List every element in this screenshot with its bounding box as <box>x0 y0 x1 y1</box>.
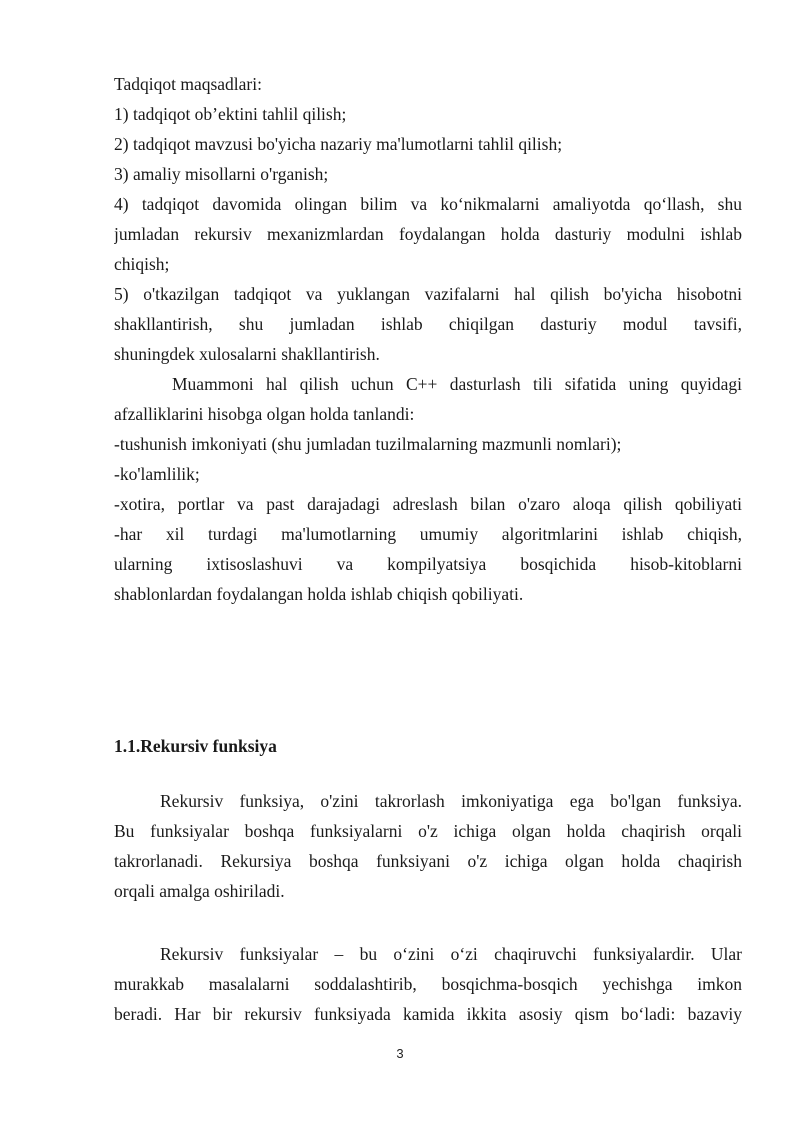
section-heading <box>114 731 742 761</box>
paragraph-1 <box>114 786 742 906</box>
text-line: -ko'lamlilik; <box>114 464 200 484</box>
paragraph-2 <box>114 939 742 1029</box>
text-line: 1) tadqiqot ob’ektini tahlil qilish; <box>114 104 347 124</box>
text-line: -xotira, portlar va past darajadagi adreslash bilan o'zaro aloqa qilish qobiliyati <box>114 494 742 514</box>
text-line: takrorlanadi. Rekursiya boshqa funksiyani o'z ichiga olgan holda chaqirish <box>114 851 742 871</box>
text-line: -tushunish imkoniyati (shu jumladan tuzilmalarning mazmunli nomlari); <box>114 434 622 454</box>
text-line: shakllantirish, shu jumladan ishlab chiqilgan dasturiy modul tavsifi, <box>114 314 742 334</box>
text-line: Muammoni hal qilish uchun C++ dasturlash tili sifatida uning quyidagi <box>172 374 742 394</box>
text-line: beradi. Har bir rekursiv funksiyada kamida ikkita asosiy qism bo‘ladi: bazaviy <box>114 1004 742 1024</box>
text-line: -har xil turdagi ma'lumotlarning umumiy algoritmlarini ishlab chiqish, <box>114 524 742 544</box>
text-line: Rekursiv funksiya, o'zini takrorlash imkoniyatiga ega bo'lgan funksiya. <box>160 791 742 811</box>
text-line: 4) tadqiqot davomida olingan bilim va ko‘nikmalarni amaliyotda qo‘llash, shu <box>114 194 742 214</box>
text-line: shablonlardan foydalangan holda ishlab chiqish qobiliyati. <box>114 584 524 604</box>
text-line: 5) o'tkazilgan tadqiqot va yuklangan vazifalarni hal qilish bo'yicha hisobotni <box>114 284 742 304</box>
text-line: jumladan rekursiv mexanizmlardan foydalangan holda dasturiy modulni ishlab <box>114 224 742 244</box>
text-line: shuningdek xulosalarni shakllantirish. <box>114 344 380 364</box>
text-line: 2) tadqiqot mavzusi bo'yicha nazariy ma'lumotlarni tahlil qilish; <box>114 134 563 154</box>
text-line: Rekursiv funksiyalar – bu o‘zini o‘zi chaqiruvchi funksiyalardir. Ular <box>160 944 742 964</box>
text-line: Tadqiqot maqsadlari: <box>114 74 262 94</box>
page-number: 3 <box>396 1046 404 1061</box>
text-line: chiqish; <box>114 254 170 274</box>
text-line: Bu funksiyalar boshqa funksiyalarni o'z ichiga olgan holda chaqirish orqali <box>114 821 742 841</box>
text-line: orqali amalga oshiriladi. <box>114 881 285 901</box>
text-line: afzalliklarini hisobga olgan holda tanlandi: <box>114 404 415 424</box>
text-line: murakkab masalalarni soddalashtirib, bosqichma-bosqich yechishga imkon <box>114 974 742 994</box>
research-goals-block <box>114 69 742 609</box>
text-line: ularning ixtisoslashuvi va kompilyatsiya bosqichida hisob-kitoblarni <box>114 554 742 574</box>
text-line: 3) amaliy misollarni o'rganish; <box>114 164 329 184</box>
section-heading-text: 1.1.Rekursiv funksiya <box>114 736 277 756</box>
